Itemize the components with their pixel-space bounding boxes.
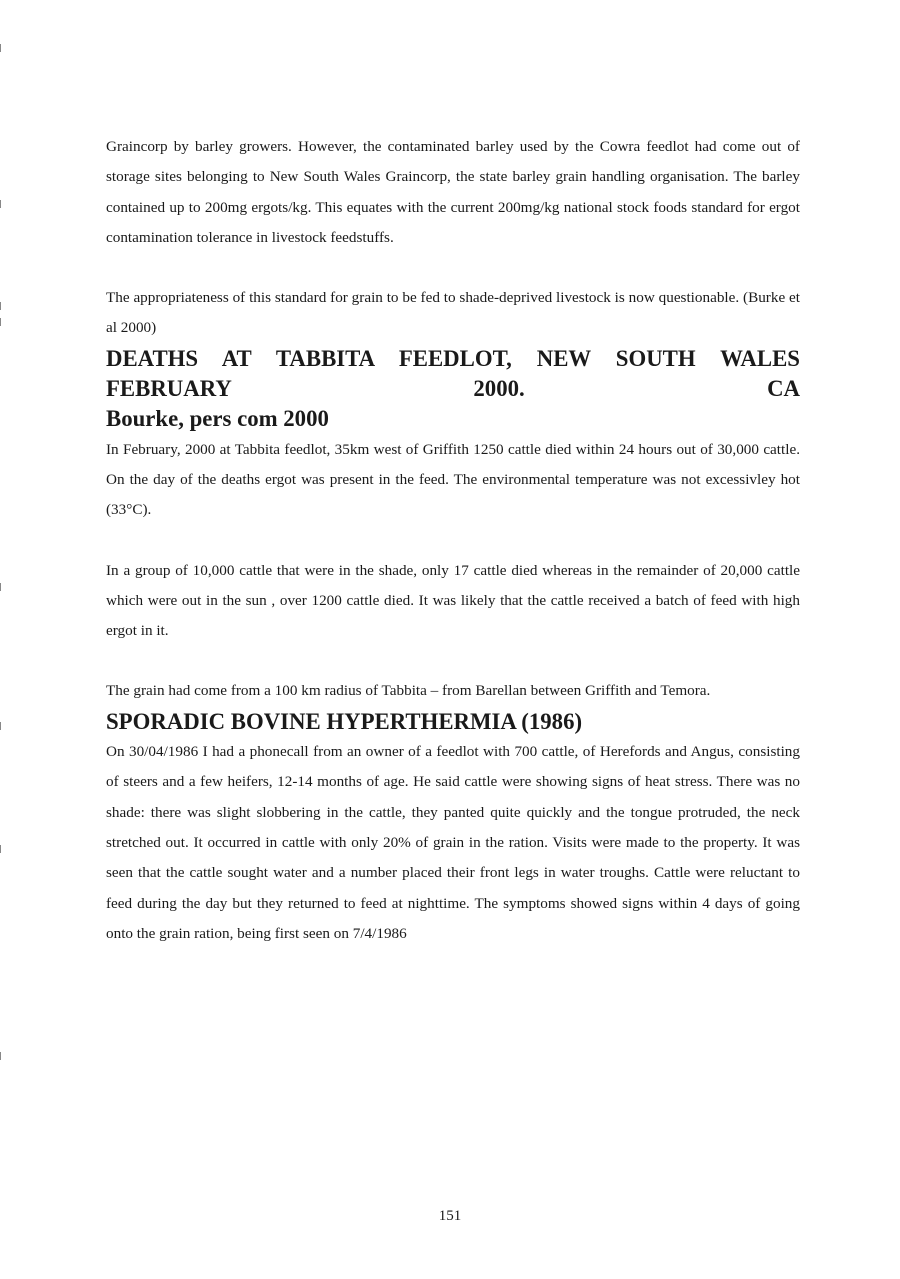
paragraph-tabbita-deaths: In February, 2000 at Tabbita feedlot, 35km west of Griffith 1250 cattle died within 24 hours out of 30,000 cattle. On the day of the deaths ergot was present in the feed. The environmental temperature was not excessivley hot (33°C). <box>106 440 800 519</box>
page-number: 151 <box>438 1208 462 1224</box>
document-body <box>106 132 800 949</box>
paragraph-sporadic-case: On 30/04/1986 I had a phonecall from an owner of a feedlot with 700 cattle, of Herefords and Angus, consisting of steers and a few heifers, 12-14 months of age. He said cattle were showing signs of heat stress. There was no shade: there was slight slobbering in the cattle, they panted quite quickly and the tongue protruded, the neck stretched out. It occurred in cattle with only 20% of grain in the ration. Visits were made to the property. It was seen that the cattle sought water and a number placed their front legs in water troughs. Cattle were reluctant to feed during the day but they returned to feed at nighttime. The symptoms showed signs within 4 days of going onto the grain ration, being first seen on 7/4/1986 <box>106 743 800 942</box>
paragraph-graincorp: Graincorp by barley growers. However, the contaminated barley used by the Cowra feedlot had come out of storage sites belonging to New South Wales Graincorp, the state barley grain handling organisation. The barley contained up to 200mg ergots/kg. This equates with the current 200mg/kg national stock foods standard for ergot contamination tolerance in livestock feedstuffs. <box>106 138 800 246</box>
scan-mark <box>0 318 1 326</box>
scan-mark <box>0 200 1 208</box>
scan-mark <box>0 302 1 310</box>
paragraph-grain-source: The grain had come from a 100 km radius of Tabbita – from Barellan between Griffith and Temora. <box>106 682 711 700</box>
scan-mark <box>0 722 1 730</box>
scan-mark <box>0 845 1 853</box>
section-heading-tabbita <box>106 344 800 435</box>
heading-line-1: DEATHS AT TABBITA FEEDLOT, NEW SOUTH WALES FEBRUARY 2000. CA <box>106 345 800 402</box>
scan-mark <box>0 1052 1 1060</box>
paragraph-shade-group: In a group of 10,000 cattle that were in the shade, only 17 cattle died whereas in the remainder of 20,000 cattle which were out in the sun , over 1200 cattle died. It was likely that the cattle received a batch of feed with high ergot in it. <box>106 561 800 640</box>
scan-mark <box>0 44 1 52</box>
paragraph-appropriateness: The appropriateness of this standard for grain to be fed to shade-deprived livestock is now questionable. (Burke et al 2000) <box>106 289 800 337</box>
section-heading-sporadic: SPORADIC BOVINE HYPERTHERMIA (1986) <box>106 708 583 734</box>
heading-line-2: Bourke, pers com 2000 <box>106 406 329 432</box>
scan-mark <box>0 583 1 591</box>
